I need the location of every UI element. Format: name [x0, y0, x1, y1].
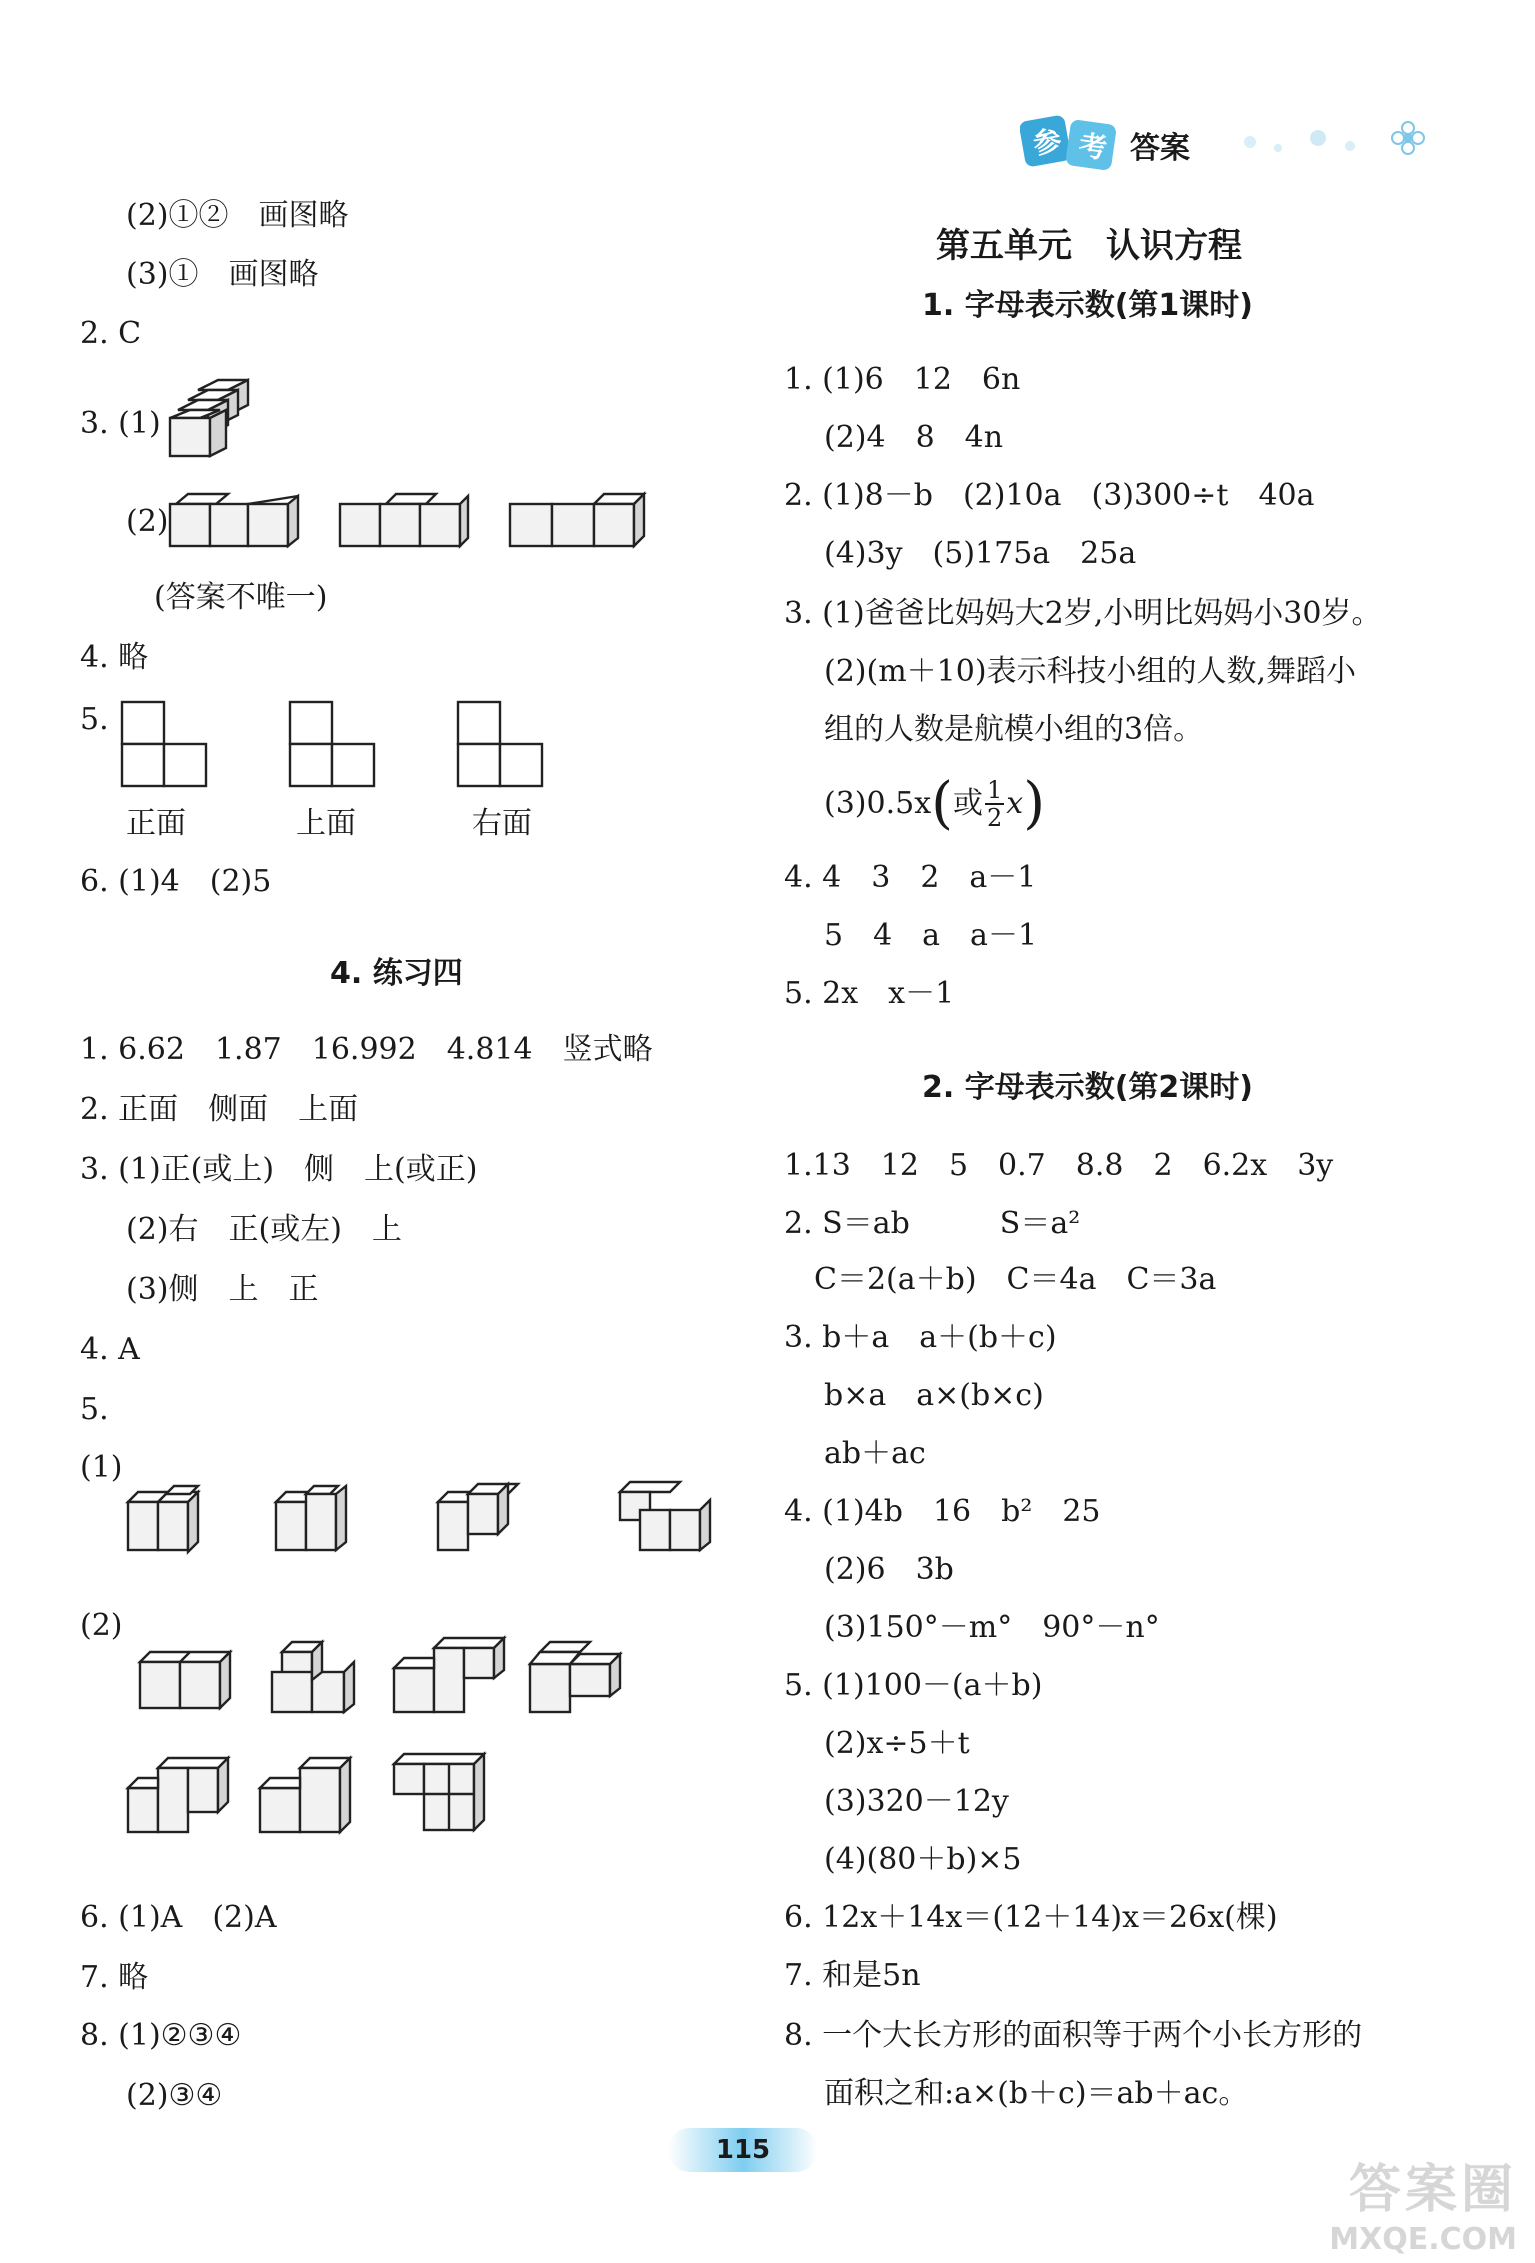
unit-title: 第五单元 认识方程 [936, 226, 1242, 266]
left-line-9: 6. (1)4 (2)5 [80, 864, 272, 899]
left-line-13: (2)右 正(或左) 上 [126, 1212, 402, 1247]
right-line-12: 1.13 12 5 0.7 8.8 2 6.2x 3y [784, 1148, 1334, 1183]
left-line-11: 2. 正面 侧面 上面 [80, 1092, 359, 1127]
right-line-16: b×a a×(b×c) [824, 1378, 1044, 1413]
right-line-19: (2)6 3b [824, 1552, 954, 1587]
cube-group-1b [274, 1480, 374, 1560]
top-view-figure [288, 700, 378, 792]
left-line-3: 2. C [80, 316, 142, 351]
views-figure-3 [508, 486, 648, 556]
right-line-10: 5 4 a a－1 [824, 918, 1038, 953]
cube-group-1d [618, 1480, 718, 1560]
expr-var: x [1006, 786, 1024, 821]
left-line-20: 7. 略 [80, 1960, 149, 1995]
fraction-numerator: 1 [986, 776, 1003, 804]
paren-left: ( [931, 771, 953, 836]
cube-group-2d [528, 1640, 638, 1720]
right-line-14: C＝2(a＋b) C＝4a C＝3a [814, 1262, 1217, 1297]
cube-group-2e [126, 1756, 246, 1840]
right-line-7: 组的人数是航模小组的3倍。 [824, 712, 1204, 747]
right-line-26: 7. 和是5n [784, 1958, 921, 1993]
left-line-6: (答案不唯一) [154, 580, 328, 615]
page-number: 115 [668, 2128, 818, 2172]
left-line-4: 3. (1) [80, 406, 161, 441]
right-line-4: (4)3y (5)175a 25a [824, 536, 1137, 571]
left-line-22: (2)③④ [126, 2078, 223, 2113]
left-line-14: (3)侧 上 正 [126, 1272, 319, 1307]
watermark-logo-text: 答案圈 [1348, 2160, 1517, 2220]
left-line-19: 6. (1)A (2)A [80, 1900, 277, 1935]
badge-char-2: 考 [1076, 128, 1109, 166]
badge-text: 答案 [1130, 131, 1190, 166]
section4-title: 4. 练习四 [330, 956, 463, 991]
right-line-3: 2. (1)8－b (2)10a (3)300÷t 40a [784, 478, 1315, 513]
right-line-1: 1. (1)6 12 6n [784, 362, 1021, 397]
left-line-21: 8. (1)②③④ [80, 2018, 242, 2053]
paren-right: ) [1023, 771, 1046, 836]
right-view-figure [456, 700, 546, 792]
cube-group-2c [392, 1634, 512, 1720]
right-line-22: (2)x÷5＋t [824, 1726, 970, 1761]
cube-group-2b [270, 1640, 370, 1720]
fraction-denominator: 2 [986, 804, 1003, 832]
right-line-13: 2. S＝ab S＝a² [784, 1206, 1081, 1241]
right-line-17: ab＋ac [824, 1436, 926, 1471]
right-line-23: (3)320－12y [824, 1784, 1009, 1819]
watermark [1329, 2147, 1517, 2257]
right-line-28: 面积之和:a×(b＋c)＝ab＋ac。 [824, 2076, 1249, 2111]
cube-group-1a [126, 1480, 226, 1560]
left-line-8: 5. [80, 702, 109, 737]
right-line-18: 4. (1)4b 16 b² 25 [784, 1494, 1101, 1529]
right-line-11: 5. 2x x－1 [784, 976, 955, 1011]
right-line-20: (3)150°－m° 90°－n° [824, 1610, 1160, 1645]
right-line-5: 3. (1)爸爸比妈妈大2岁,小明比妈妈小30岁。 [784, 596, 1382, 631]
lesson1-title: 1. 字母表示数(第1课时) [922, 288, 1254, 323]
view-label-right: 右面 [472, 806, 532, 841]
cube-group-1c [436, 1480, 536, 1560]
views-figure-1 [168, 486, 303, 556]
fraction-expression [824, 771, 1046, 836]
lesson2-title: 2. 字母表示数(第2课时) [922, 1070, 1254, 1105]
right-line-27: 8. 一个大长方形的面积等于两个小长方形的 [784, 2018, 1363, 2053]
left-line-10: 1. 6.62 1.87 16.992 4.814 竖式略 [80, 1032, 653, 1067]
right-line-9: 4. 4 3 2 a－1 [784, 860, 1037, 895]
answer-badge-graphic [1020, 108, 1440, 178]
left-line-17: (1) [80, 1450, 123, 1485]
left-line-5: (2) [126, 504, 169, 539]
expr-lead: (3)0.5x [824, 786, 932, 821]
right-line-21: 5. (1)100－(a＋b) [784, 1668, 1043, 1703]
right-line-6: (2)(m＋10)表示科技小组的人数,舞蹈小 [824, 654, 1357, 689]
view-label-front: 正面 [126, 806, 186, 841]
cube-stack-figure [168, 370, 258, 470]
views-figure-2 [338, 486, 473, 556]
view-label-top: 上面 [296, 806, 356, 841]
fraction [985, 777, 1004, 831]
cube-group-2g [392, 1750, 502, 1840]
left-line-16: 5. [80, 1392, 109, 1427]
badge-char-1: 参 [1030, 123, 1064, 161]
cube-group-2a [138, 1640, 248, 1720]
left-line-7: 4. 略 [80, 640, 149, 675]
expr-or: 或 [952, 786, 983, 821]
front-view-figure [120, 700, 210, 792]
right-line-25: 6. 12x＋14x＝(12＋14)x＝26x(棵) [784, 1900, 1278, 1935]
left-line-12: 3. (1)正(或上) 侧 上(或正) [80, 1152, 478, 1187]
right-line-2: (2)4 8 4n [824, 420, 1004, 455]
left-line-18: (2) [80, 1608, 123, 1643]
right-line-15: 3. b＋a a＋(b＋c) [784, 1320, 1057, 1355]
right-line-24: (4)(80＋b)×5 [824, 1842, 1022, 1877]
flower-icon [1392, 122, 1424, 154]
cube-group-2f [258, 1756, 368, 1840]
left-line-15: 4. A [80, 1332, 140, 1367]
left-line-1: (2)①② 画图略 [126, 198, 349, 233]
watermark-url: MXQE.COM [1329, 2222, 1517, 2257]
left-line-2: (3)① 画图略 [126, 257, 319, 292]
